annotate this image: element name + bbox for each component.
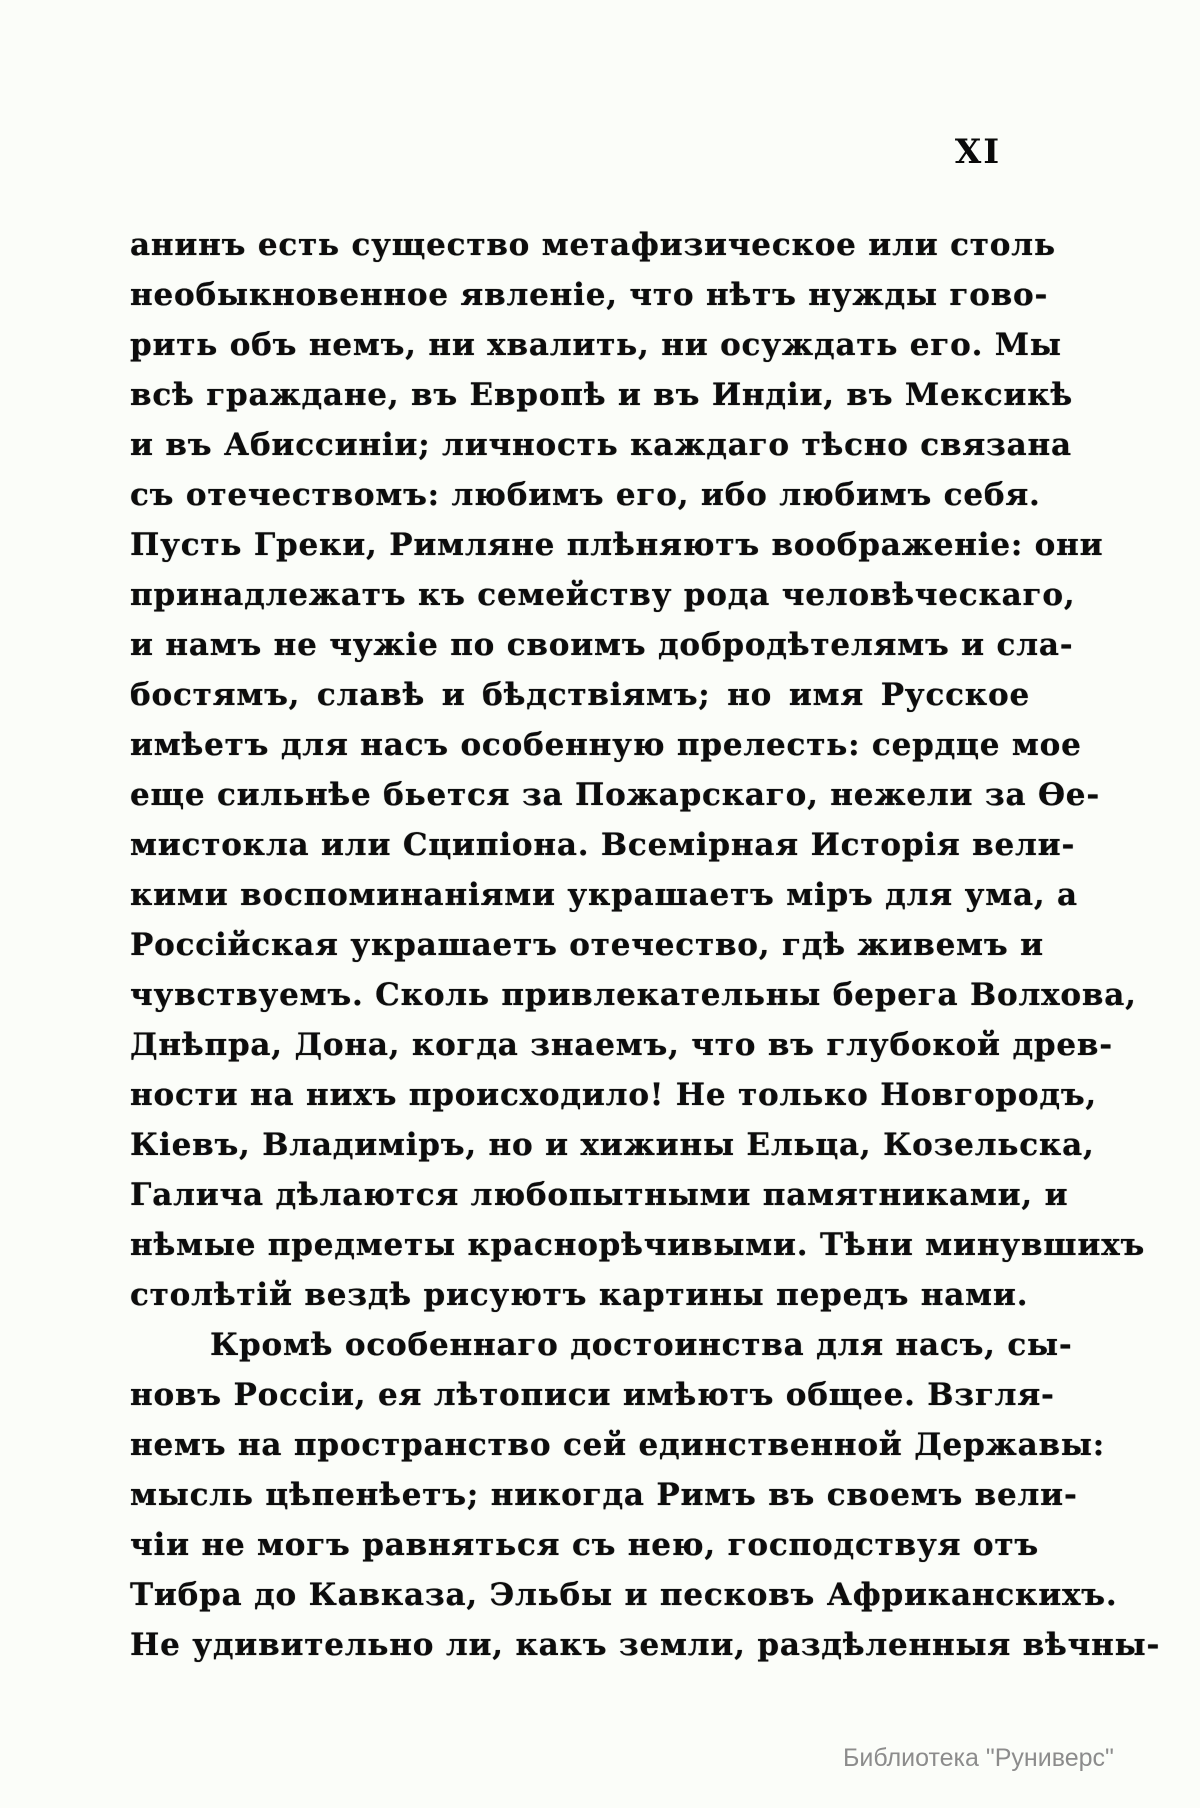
text-line: нѣмые предметы краснорѣчивыми. Тѣни минувшихъ xyxy=(130,1227,1146,1263)
page-number: XI xyxy=(954,132,1002,172)
text-line: Днѣпра, Дона, когда знаемъ, что въ глубокой древ- xyxy=(130,1027,1113,1063)
text-line: чіи не могъ равняться съ нею, господствуя отъ xyxy=(130,1527,1039,1563)
text-line: немъ на пространство сей единственной Державы: xyxy=(130,1427,1106,1463)
text-block xyxy=(130,220,1161,1670)
text-line: мистокла или Сципіона. Всемірная Исторія вели- xyxy=(130,827,1076,863)
text-line: Россійская украшаетъ отечество, гдѣ живемъ и xyxy=(130,927,1044,963)
text-line: Пусть Греки, Римляне плѣняютъ воображеніе: они xyxy=(130,527,1104,563)
text-line: Кіевъ, Владиміръ, но и хижины Ельца, Козельска, xyxy=(130,1127,1095,1163)
library-watermark: Библиотека "Руниверс" xyxy=(843,1744,1114,1772)
text-line: мысль цѣпенѣетъ; никогда Римъ въ своемъ вели- xyxy=(130,1477,1078,1513)
text-line: Тибра до Кавказа, Эльбы и песковъ Африканскихъ. xyxy=(130,1577,1118,1613)
text-line: принадлежатъ къ семейству рода человѣческаго, xyxy=(130,577,1076,613)
text-line: столѣтій вездѣ рисуютъ картины передъ нами. xyxy=(130,1277,1029,1313)
text-line: имѣетъ для насъ особенную прелесть: сердце мое xyxy=(130,727,1082,763)
text-line: чувствуемъ. Сколь привлекательны берега Волхова, xyxy=(130,977,1137,1013)
text-line: Не удивительно ли, какъ земли, раздѣленныя вѣчны- xyxy=(130,1627,1161,1663)
text-line: всѣ граждане, въ Европѣ и въ Индіи, въ Мексикѣ xyxy=(130,377,1074,413)
text-line: необыкновенное явленіе, что нѣтъ нужды гово- xyxy=(130,277,1049,313)
text-line: ности на нихъ происходило! Не только Новгородъ, xyxy=(130,1077,1098,1113)
text-line: и намъ не чужіе по своимъ добродѣтелямъ и сла- xyxy=(130,627,1074,663)
text-line: Кромѣ особеннаго достоинства для насъ, сы- xyxy=(210,1327,1073,1363)
text-line: анинъ есть существо метафизическое или столь xyxy=(130,227,1056,263)
text-line: еще сильнѣе бьется за Пожарскаго, нежели за Ѳе- xyxy=(130,777,1100,813)
text-line: Галича дѣлаются любопытными памятниками, и xyxy=(130,1177,1069,1213)
text-line: и въ Абиссиніи; личность каждаго тѣсно связана xyxy=(130,427,1072,463)
text-line: бостямъ, славѣ и бѣдствіямъ; но имя Русское xyxy=(130,677,1030,713)
text-line: рить объ немъ, ни хвалить, ни осуждать его. Мы xyxy=(130,327,1062,363)
text-line: новъ Россіи, ея лѣтописи имѣютъ общее. Взгля- xyxy=(130,1377,1055,1413)
text-line: кими воспоминаніями украшаетъ міръ для ума, а xyxy=(130,877,1078,913)
text-line: съ отечествомъ: любимъ его, ибо любимъ себя. xyxy=(130,477,1041,513)
